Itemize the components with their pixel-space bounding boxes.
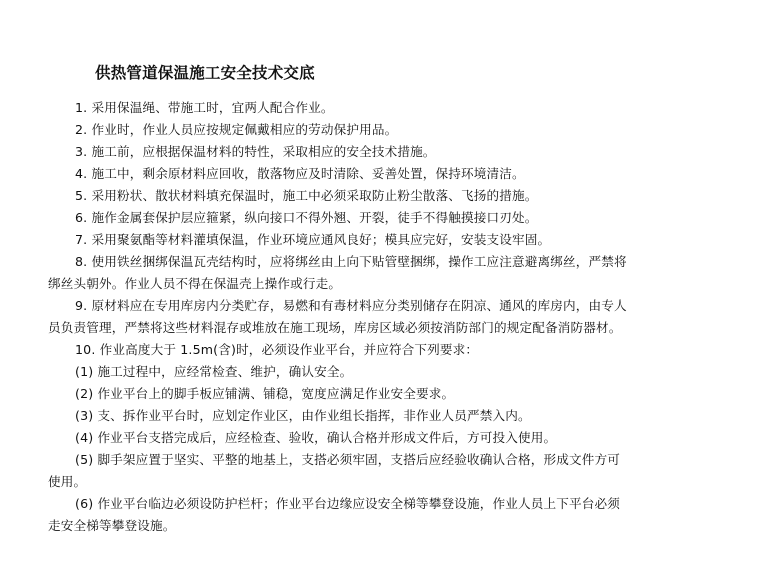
list-item-4: 4. 施工中，剩余原材料应回收，散落物应及时清除、妥善处置，保持环境清洁。 <box>75 166 525 181</box>
list-item-9-cont: 员负责管理，严禁将这些材料混存或堆放在施工现场，库房区域必须按消防部门的规定配备消防器材。 <box>48 320 622 335</box>
sub-item-5-cont: 使用。 <box>48 474 87 489</box>
list-item-10: 10. 作业高度大于 1.5m(含)时，必须设作业平台，并应符合下列要求： <box>75 342 479 357</box>
document-title: 供热管道保温施工安全技术交底 <box>95 63 315 82</box>
list-item-5: 5. 采用粉状、散状材料填充保温时，施工中必须采取防止粉尘散落、飞扬的措施。 <box>75 188 538 203</box>
sub-item-5: (5) 脚手架应置于坚实、平整的地基上，支搭必须牢固，支搭后应经验收确认合格，形成文件方可 <box>75 452 620 467</box>
list-item-1: 1. 采用保温绳、带施工时，宜两人配合作业。 <box>75 100 334 115</box>
list-item-9: 9. 原材料应在专用库房内分类贮存，易燃和有毒材料应分类别储存在阴凉、通风的库房内，由专人 <box>75 298 627 313</box>
sub-item-6: (6) 作业平台临边必须设防护栏杆；作业平台边缘应设安全梯等攀登设施，作业人员上下平台必须 <box>75 496 620 511</box>
list-item-3: 3. 施工前，应根据保温材料的特性，采取相应的安全技术措施。 <box>75 144 436 159</box>
sub-item-3: (3) 支、拆作业平台时，应划定作业区，由作业组长指挥，非作业人员严禁入内。 <box>75 408 531 423</box>
sub-item-2: (2) 作业平台上的脚手板应铺满、铺稳，宽度应满足作业安全要求。 <box>75 386 455 401</box>
sub-item-6-cont: 走安全梯等攀登设施。 <box>48 518 176 533</box>
list-item-8-cont: 绑丝头朝外。作业人员不得在保温壳上操作或行走。 <box>48 276 342 291</box>
list-item-7: 7. 采用聚氨酯等材料灌填保温，作业环境应通风良好；模具应完好，安装支设牢固。 <box>75 232 551 247</box>
sub-item-4: (4) 作业平台支搭完成后，应经检查、验收，确认合格并形成文件后，方可投入使用。 <box>75 430 557 445</box>
list-item-8: 8. 使用铁丝捆绑保温瓦壳结构时，应将绑丝由上向下贴管壁捆绑，操作工应注意避离绑丝，严禁将 <box>75 254 627 269</box>
sub-item-1: (1) 施工过程中，应经常检查、维护，确认安全。 <box>75 364 353 379</box>
list-item-2: 2. 作业时，作业人员应按规定佩戴相应的劳动保护用品。 <box>75 122 398 137</box>
list-item-6: 6. 施作金属套保护层应箍紧，纵向接口不得外翘、开裂，徒手不得触摸接口刃处。 <box>75 210 538 225</box>
